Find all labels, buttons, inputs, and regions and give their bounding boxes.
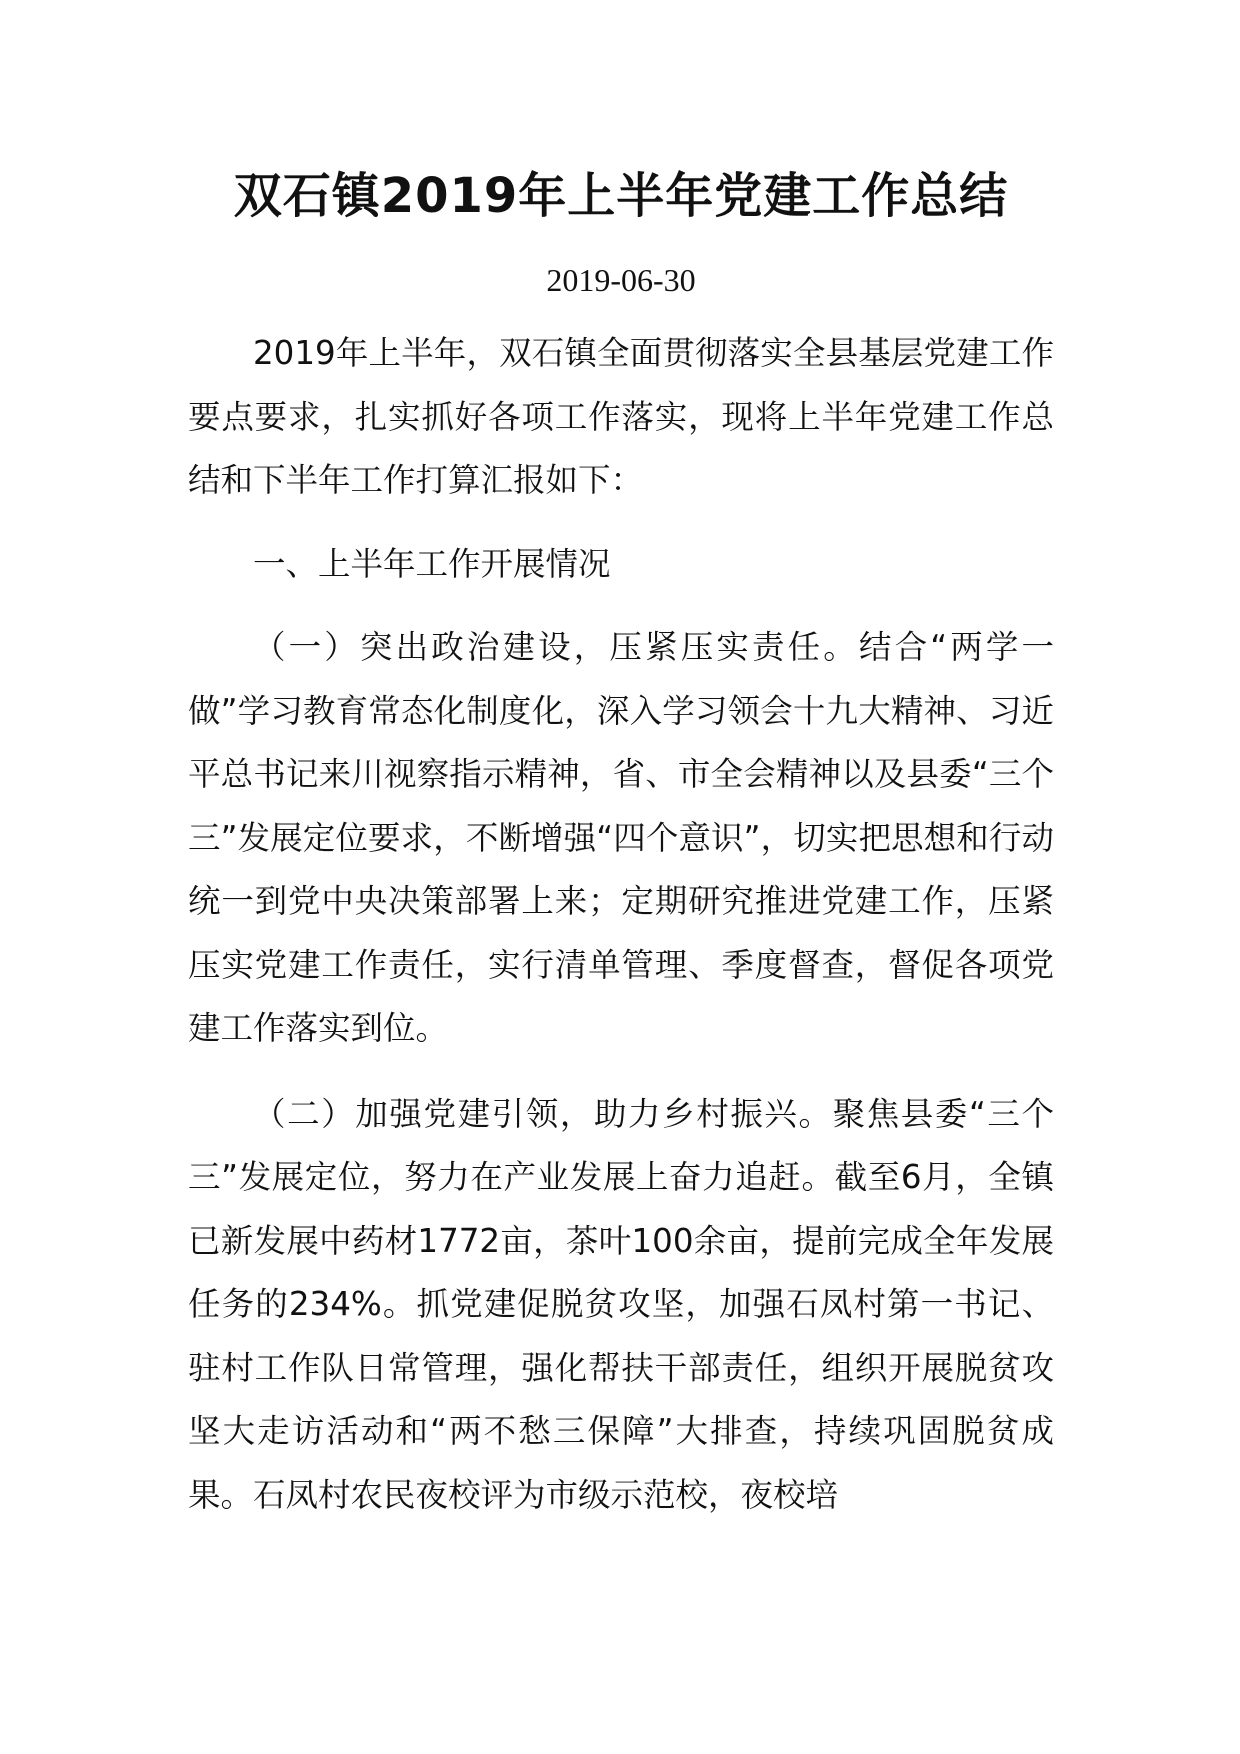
section-heading: 一、上半年工作开展情况	[253, 544, 611, 583]
paragraph-political-building: （一）突出政治建设，压紧压实责任。结合“两学一做”学习教育常态化制度化，深入学习领会十九大精神、习近平总书记来川视察指示精神，省、市全会精神以及县委“三个三”发展定位要求，不断增强“四个意识”，切实把思想和行动统一到党中央决策部署上来；定期研究推进党建工作，压紧压实党建工作责任，实行清单管理、季度督查，督促各项党建工作落实到位。	[188, 628, 1054, 1047]
paragraph-rural-revitalization: （二）加强党建引领，助力乡村振兴。聚焦县委“三个三”发展定位，努力在产业发展上奋力追赶。截至6月，全镇已新发展中药材1772亩，茶叶100余亩，提前完成全年发展任务的234%。抓党建促脱贫攻坚，加强石凤村第一书记、驻村工作队日常管理，强化帮扶干部责任，组织开展脱贫攻坚大走访活动和“两不愁三保障”大排查，持续巩固脱贫成果。石凤村农民夜校评为市级示范校，夜校培	[188, 1094, 1054, 1514]
document-page	[188, 160, 1054, 1527]
document-date: 2019-06-30	[546, 262, 696, 298]
document-title: 双石镇2019年上半年党建工作总结	[233, 168, 1009, 224]
paragraph-intro: 2019年上半年，双石镇全面贯彻落实全县基层党建工作要点要求，扎实抓好各项工作落实，现将上半年党建工作总结和下半年工作打算汇报如下：	[188, 334, 1054, 499]
